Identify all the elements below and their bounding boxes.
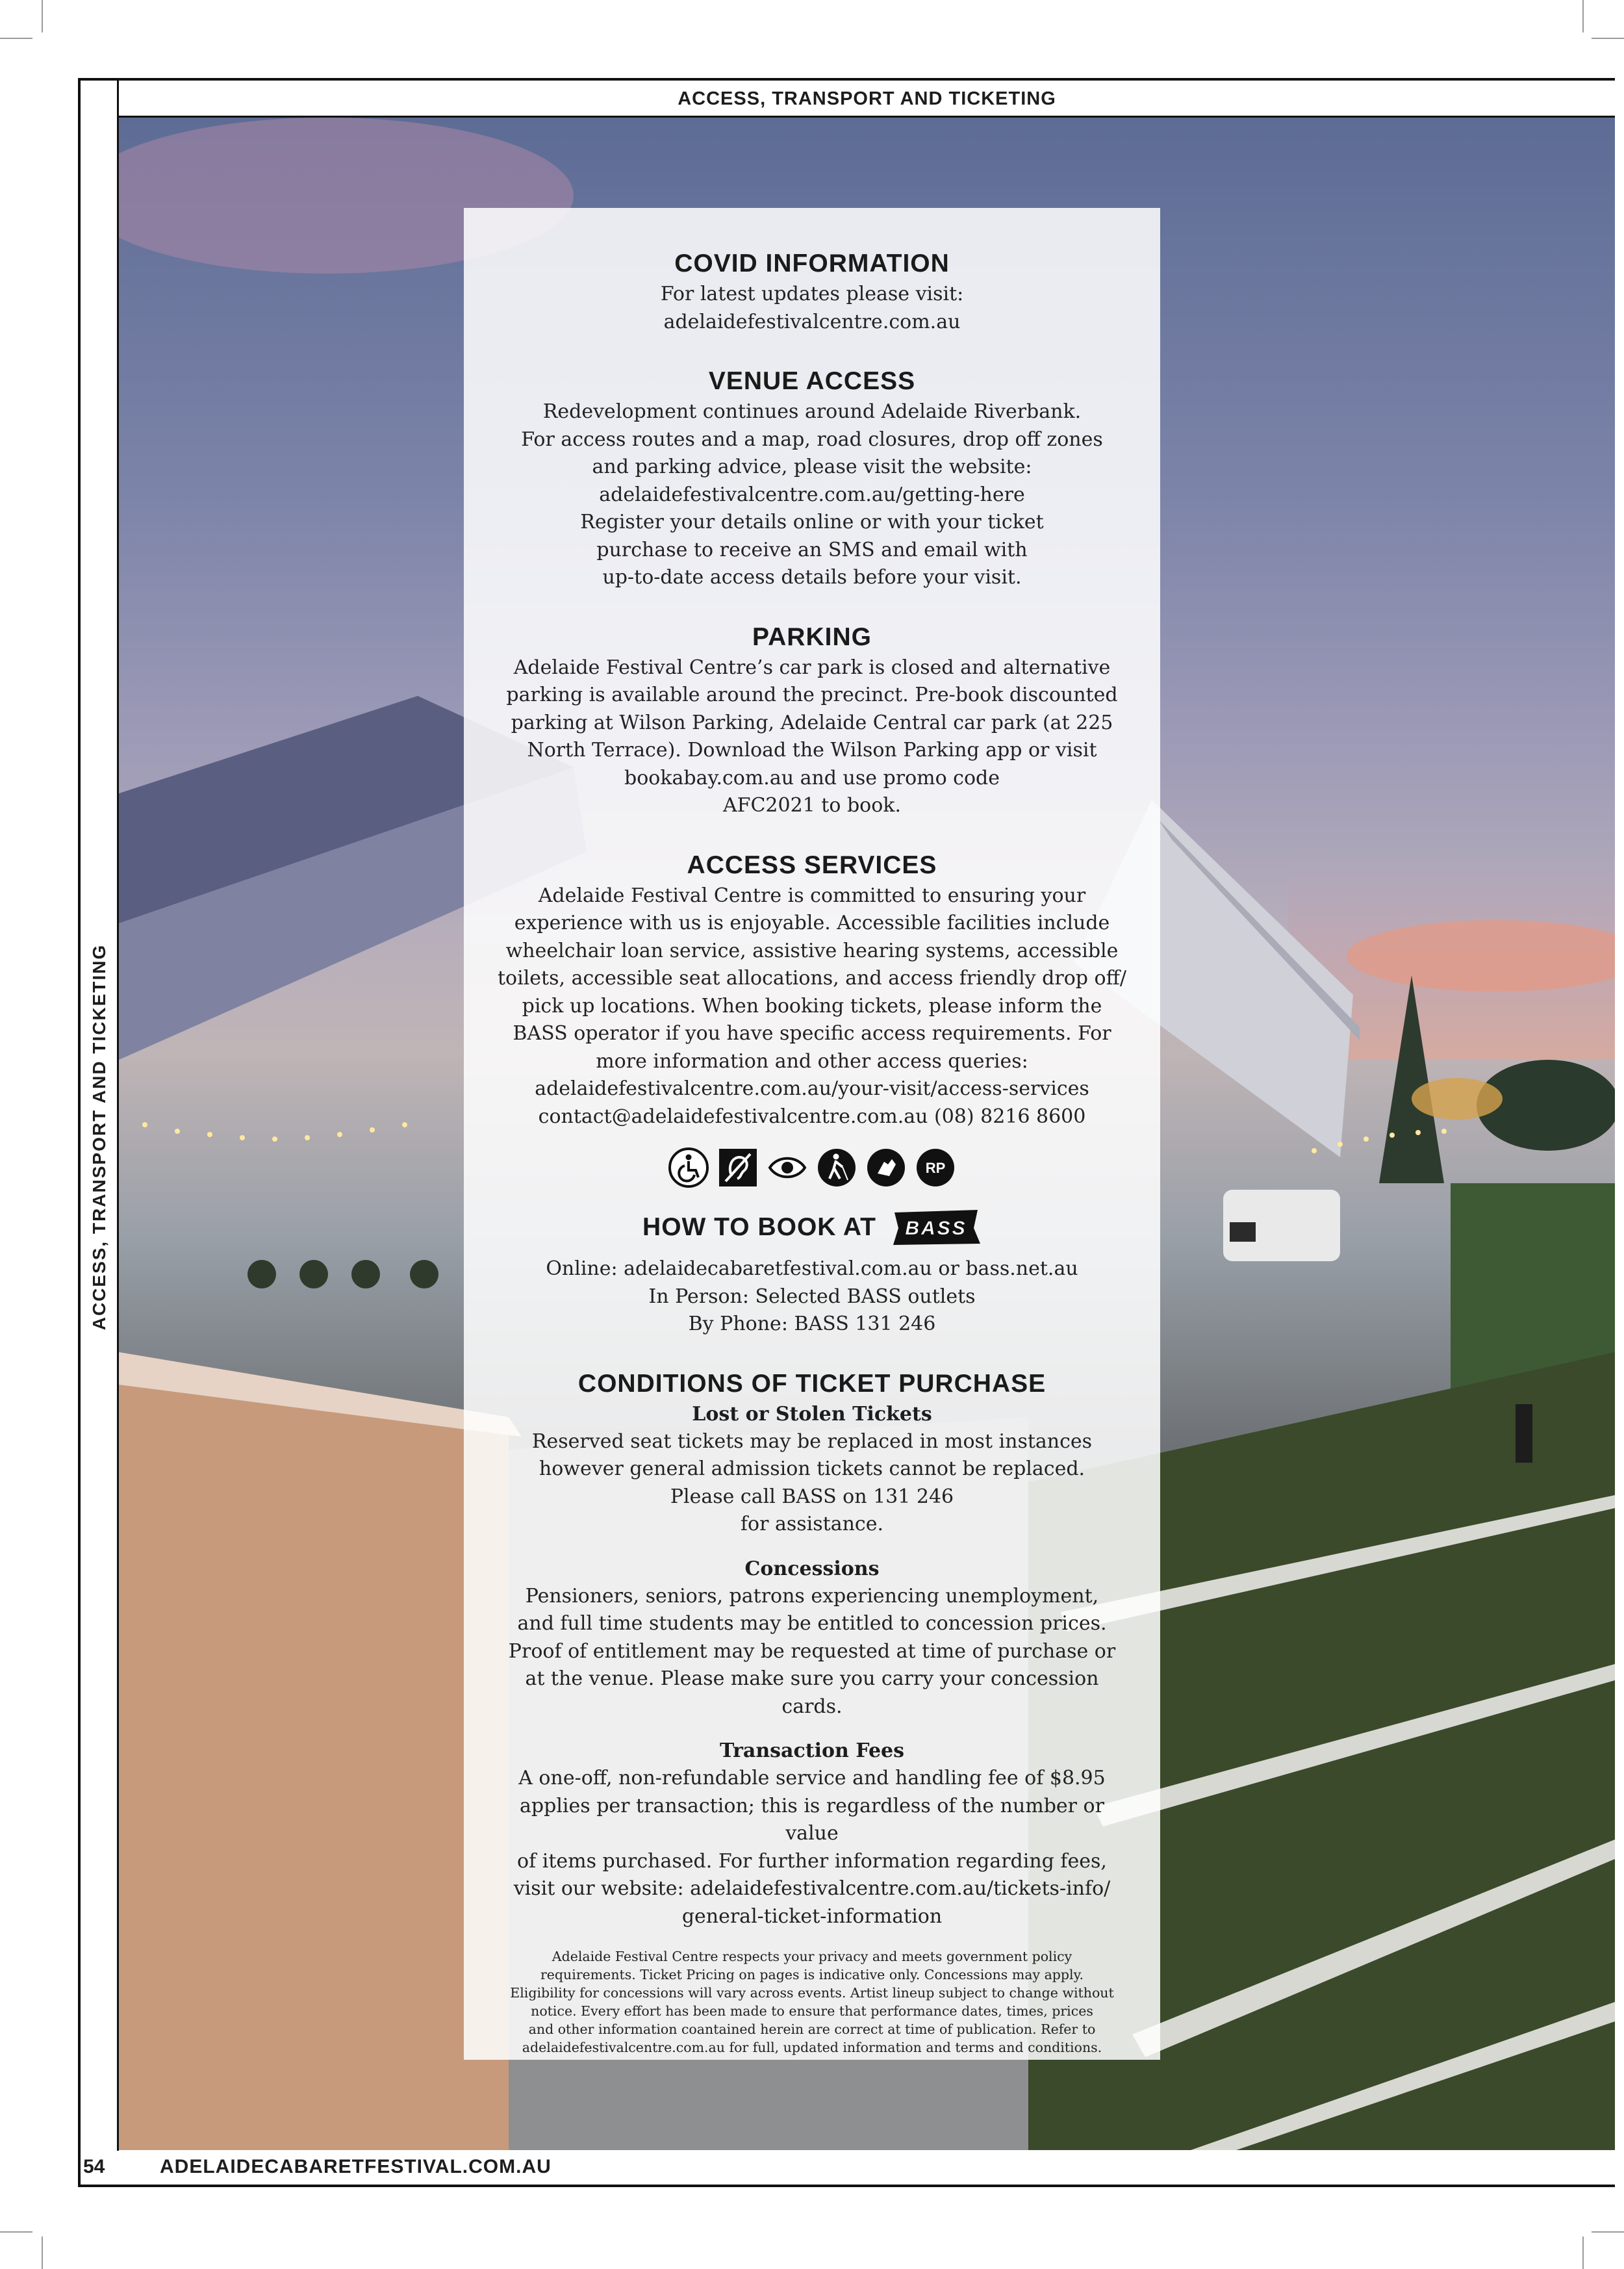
footer-website[interactable]: ADELAIDECABARETFESTIVAL.COM.AU [160, 2156, 552, 2177]
concessions-line: at the venue. Please make sure you carry your concession cards. [525, 1667, 1099, 1718]
crop-mark [1582, 2237, 1584, 2269]
conditions-title: CONDITIONS OF TICKET PURCHASE [577, 1369, 1047, 1398]
disclaimer-line: and other information coantained herein are correct at time of publication. Refer to [528, 2021, 1096, 2037]
lost-tickets-line: for assistance. [740, 1513, 884, 1535]
disclaimer-line: Eligibility for concessions will vary across events. Artist lineup subject to change without [510, 1985, 1114, 2001]
disclaimer-line: Adelaide Festival Centre respects your privacy and meets government policy [552, 1949, 1072, 1964]
accessibility-icons [496, 1147, 1128, 1188]
venue-access-line: Redevelopment continues around Adelaide Riverbank. [542, 400, 1082, 423]
venue-access-line: purchase to receive an SMS and email with [596, 538, 1028, 561]
crop-mark [1592, 2231, 1624, 2233]
booking-in-person: In Person: Selected BASS outlets [648, 1285, 976, 1308]
how-to-book-title: HOW TO BOOK AT [642, 1213, 876, 1241]
covid-link[interactable]: adelaidefestivalcentre.com.au [663, 310, 961, 333]
venue-access-title: VENUE ACCESS [708, 367, 916, 395]
relaxed-performance-icon [915, 1147, 956, 1188]
transaction-fees-line: applies per transaction; this is regardless of the number or value [520, 1794, 1104, 1845]
venue-access-line: and parking advice, please visit the website: [592, 455, 1032, 478]
wheelchair-access-icon [668, 1147, 709, 1188]
transaction-fees-link[interactable]: visit our website: adelaidefestivalcentre.com.au/tickets-info/ [513, 1877, 1111, 1900]
sign-language-icon [866, 1147, 906, 1188]
venue-access-line: up-to-date access details before your visit. [602, 566, 1022, 589]
concessions-line: Proof of entitlement may be requested at time of purchase or [508, 1639, 1116, 1663]
concessions-line: Pensioners, seniors, patrons experiencing unemployment, [525, 1584, 1099, 1608]
crop-mark [42, 0, 43, 32]
crop-mark [42, 2237, 43, 2269]
lost-tickets-line: Reserved seat tickets may be replaced in most instances [531, 1429, 1093, 1453]
section-header [119, 81, 1615, 117]
venue-access-line: For access routes and a map, road closures, drop off zones [521, 428, 1103, 451]
bass-logo-text: BASS [905, 1218, 967, 1239]
concessions-line: and full time students may be entitled to concession prices. [517, 1612, 1107, 1635]
audio-description-icon [767, 1147, 807, 1188]
transaction-fees-heading: Transaction Fees [719, 1739, 905, 1762]
parking-line: AFC2021 to book. [722, 794, 901, 817]
frame-left-rule [78, 78, 81, 2187]
bass-logo [891, 1209, 982, 1246]
access-services-line: wheelchair loan service, assistive hearing systems, accessible [505, 939, 1119, 962]
lost-tickets-heading: Lost or Stolen Tickets [692, 1402, 932, 1426]
concessions-heading: Concessions [744, 1557, 880, 1580]
parking-title: PARKING [752, 622, 872, 651]
venue-access-line: Register your details online or with your ticket [580, 511, 1044, 533]
hearing-loop-icon [718, 1147, 758, 1188]
disclaimer-line: requirements. Ticket Pricing on pages is indicative only. Concessions may apply. [540, 1967, 1084, 1982]
crop-mark [0, 38, 32, 39]
info-panel [464, 208, 1160, 2060]
venue-access-link[interactable]: adelaidefestivalcentre.com.au/getting-here [599, 483, 1025, 506]
parking-line: Adelaide Festival Centre’s car park is closed and alternative [513, 656, 1111, 679]
page-number: 54 [83, 2156, 105, 2177]
access-services-contact[interactable]: contact@adelaidefestivalcentre.com.au (08) 8216 8600 [538, 1105, 1086, 1128]
transaction-fees-line: of items purchased. For further information regarding fees, [517, 1849, 1107, 1873]
parking-line: North Terrace). Download the Wilson Parking app or visit [527, 739, 1097, 762]
access-services-line: toilets, accessible seat allocations, and access friendly drop off/ [498, 967, 1126, 990]
access-services-line: Adelaide Festival Centre is committed to ensuring your [538, 884, 1086, 907]
parking-line: parking at Wilson Parking, Adelaide Central car park (at 225 [511, 711, 1113, 734]
access-services-link[interactable]: adelaidefestivalcentre.com.au/your-visit/access-services [535, 1077, 1089, 1100]
parking-line: parking is available around the precinct. Pre-book discounted [506, 684, 1118, 706]
header-rule [119, 116, 1615, 118]
covid-line: For latest updates please visit: [660, 283, 964, 305]
crop-mark [1592, 38, 1624, 39]
disclaimer-line: adelaidefestivalcentre.com.au for full, updated information and terms and conditions. [522, 2040, 1102, 2055]
transaction-fees-line: A one-off, non-refundable service and handling fee of $8.95 [518, 1767, 1106, 1789]
booking-online[interactable]: Online: adelaidecabaretfestival.com.au or bass.net.au [546, 1257, 1078, 1280]
transaction-fees-link[interactable]: general-ticket-information [681, 1904, 943, 1928]
access-services-line: BASS operator if you have specific access requirements. For [513, 1022, 1111, 1045]
vision-impaired-icon [817, 1147, 857, 1188]
access-services-line: experience with us is enjoyable. Accessible facilities include [514, 912, 1110, 934]
crop-mark [1582, 0, 1584, 32]
side-section-label: ACCESS, TRANSPORT AND TICKETING [89, 943, 109, 1331]
access-services-title: ACCESS SERVICES [687, 851, 937, 879]
crop-mark [0, 2231, 32, 2233]
section-header-title: ACCESS, TRANSPORT AND TICKETING [678, 88, 1056, 109]
lost-tickets-line: however general admission tickets cannot be replaced. [539, 1457, 1085, 1480]
covid-title: COVID INFORMATION [674, 250, 950, 277]
lost-tickets-line: Please call BASS on 131 246 [670, 1485, 954, 1508]
frame-inner-rule [117, 78, 119, 2187]
parking-line: bookabay.com.au and use promo code [624, 766, 1000, 789]
access-services-line: pick up locations. When booking tickets, please inform the [522, 994, 1102, 1018]
how-to-book-heading [496, 1209, 1128, 1246]
relaxed-performance-label: RP [925, 1160, 946, 1176]
booking-phone: By Phone: BASS 131 246 [688, 1313, 936, 1335]
access-services-line: more information and other access queries: [596, 1049, 1028, 1073]
disclaimer-line: notice. Every effort has been made to ensure that performance dates, times, prices [531, 2003, 1093, 2019]
frame-bottom-rule [78, 2185, 1615, 2187]
